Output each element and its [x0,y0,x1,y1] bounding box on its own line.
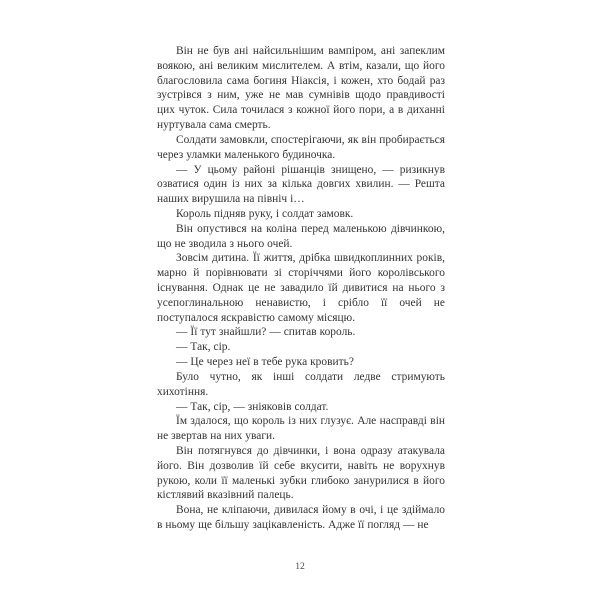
paragraph: Король підняв руку, і солдат замовк. [176,207,354,220]
dialogue-line: — Це через неї в тебе рука кровить? [176,356,354,369]
paragraph: Вона, не кліпаючи, дивилася йому в очі, і це здіймало в ньому ще більшу зацікавленість. Адже її погляд — не [157,504,445,531]
dialogue-line: — Так, сір, — зніяковів солдат. [176,400,329,413]
paragraph: Їм здалося, що король із них глузує. Але насправді він не звертав на них уваги. [157,415,445,443]
page-number: 12 [295,561,305,572]
dialogue-line: — У цьому районі рішанців знищено, — ризикнув озватися один із них за кілька довгих хвилин. — Решта наших вирушила на північ і… [157,163,445,206]
dialogue-line: — Так, сір. [176,341,231,354]
paragraph: Зовсім дитина. Її життя, дрібка швидкоплинних років, марно й порівнювати зі сторіччями його королівського існування. Однак це не завадило їй дивитися на нього з усепоглинальною ненавистю, і срібло її очей не поступалося яскравістю самому місяцю. [157,252,445,324]
paragraph: Він опустився на коліна перед маленькою дівчинкою, що не зводила з нього очей. [157,222,445,250]
page-body-text [157,44,445,533]
paragraph: Солдати замовкли, спостерігаючи, як він пробирається через уламки маленького будиночка. [157,133,445,161]
paragraph: Він не був ані найсильнішим вампіром, ані запеклим воякою, ані великим мислителем. А втім, казали, що його благословила сама богиня Ніаксія, і кожен, хто бодай раз зустрівся з ним, уже не мав сумнівів щодо правдивості цих чуток. Сила точилася з кожної його пори, а в диханні нуртувала сама смерть. [157,45,445,132]
paragraph: Він потягнувся до дівчинки, і вона одразу атакувала його. Він дозволив їй себе вкусити, навіть не ворухнув рукою, коли її маленькі зубки глибоко занурилися в його кістлявий вказівний палець. [157,444,445,502]
paragraph: Було чутно, як інші солдати ледве стримують хихотіння. [157,370,445,398]
dialogue-line: — Її тут знайшли? — спитав король. [176,326,356,339]
